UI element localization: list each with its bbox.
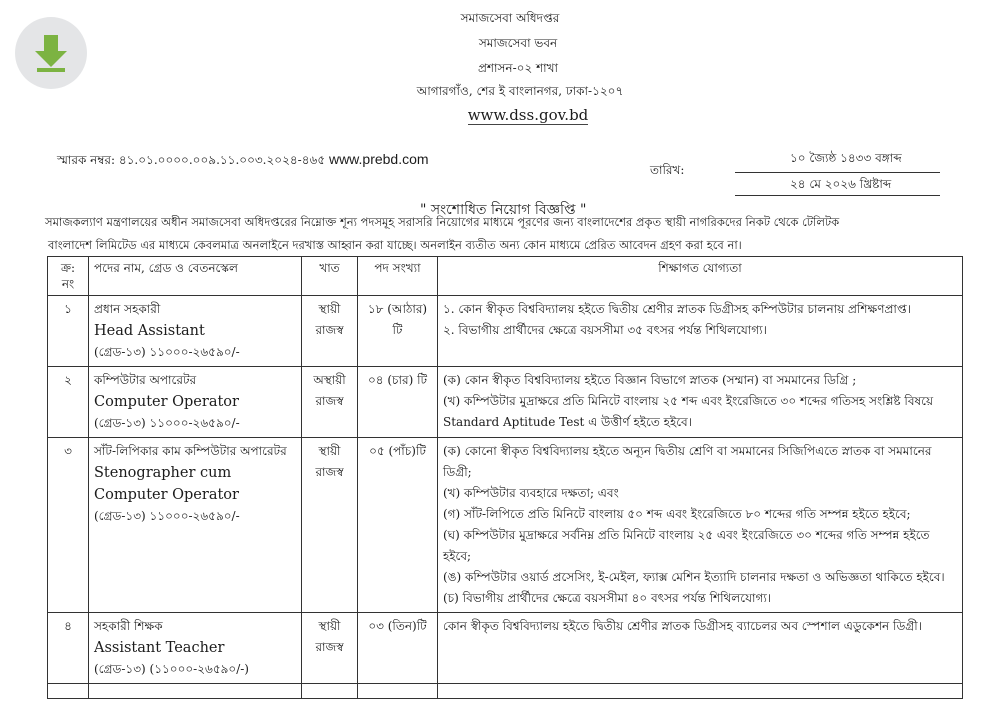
header-sl: ক্র: নং <box>48 257 89 296</box>
qualification-item: (ক) কোনো স্বীকৃত বিশ্ববিদ্যালয় হইতে অন্যূন দ্বিতীয় শ্রেণি বা সমমানের সিজিপিএতে স্নাতক বা সমমানের ডিগ্রী; <box>443 444 932 479</box>
qualification-item: (খ) কম্পিউটার মুদ্রাক্ষরে প্রতি মিনিটে বাংলায় ২৫ শব্দ এবং ইংরেজিতে ৩০ শব্দের গতিসহ সংশ্লিষ্ট বিষয়ে Standard Aptitude Test এ উত্তীর্ণ হইতে হইবে। <box>443 394 934 429</box>
cell-sl: ৪ <box>48 613 89 684</box>
qualification-item: ১. কোন স্বীকৃত বিশ্ববিদ্যালয় হইতে দ্বিতীয় শ্রেণীর স্নাতক ডিগ্রীসহ কম্পিউটার চালনায় প্রশিক্ষণপ্রাপ্ত। <box>443 302 912 316</box>
header-qualification: শিক্ষাগত যোগ্যতা <box>438 257 963 296</box>
table-row <box>48 367 963 438</box>
post-title-en: Assistant Teacher <box>94 640 225 656</box>
date-bangla: ১০ জ্যৈষ্ঠ ১৪৩৩ বঙ্গাব্দ <box>790 151 902 165</box>
header-khat: খাত <box>302 257 358 296</box>
watermark-site: www.prebd.com <box>328 151 429 167</box>
table-row-cut <box>48 684 963 699</box>
post-title-bn: কম্পিউটার অপারেটর <box>94 373 197 387</box>
qualification-item: কোন স্বীকৃত বিশ্ববিদ্যালয় হইতে দ্বিতীয় শ্রেণীর স্নাতক ডিগ্রীসহ ব্যাচেলর অব স্পেশাল এডুকেশন ডিগ্রী। <box>443 619 923 633</box>
cell-count: ১৮ (আঠার) টি <box>358 296 438 367</box>
cell-sl: ৩ <box>48 438 89 613</box>
post-title-bn: সাঁট-লিপিকার কাম কম্পিউটার অপারেটর <box>94 444 287 458</box>
post-grade: (গ্রেড-১৩) ১১০০০-২৬৫৯০/- <box>94 509 240 523</box>
qualification-item: (ঘ) কম্পিউটার মুদ্রাক্ষরে সর্বনিম্ন প্রতি মিনিটে বাংলায় ২৫ এবং ইংরেজিতে ৩০ শব্দের গতি সম্পন্ন হইতে হইবে; <box>443 528 930 563</box>
memo-number <box>57 151 429 172</box>
office-branch: প্রশাসন-০২ শাখা <box>477 61 559 75</box>
qualification-item: (গ) সাঁট-লিপিতে প্রতি মিনিটে বাংলায় ৫০ শব্দ এবং ইংরেজিতে ৮০ শব্দের গতি সম্পন্ন হইতে হইবে; <box>443 507 911 521</box>
table-header-row <box>48 257 963 296</box>
cell-qualification <box>438 296 963 367</box>
post-title-bn: সহকারী শিক্ষক <box>94 619 163 633</box>
cell-count: ০৪ (চার) টি <box>358 367 438 438</box>
table-row <box>48 613 963 684</box>
cell-post <box>89 367 302 438</box>
date-divider <box>735 172 940 173</box>
cell-khat: স্থায়ী রাজস্ব <box>302 296 358 367</box>
office-website[interactable] <box>28 106 1000 124</box>
post-title-en: Head Assistant <box>94 323 205 339</box>
cell-post <box>89 613 302 684</box>
table-row <box>48 296 963 367</box>
qualification-item: ২. বিভাগীয় প্রার্থীদের ক্ষেত্রে বয়সসীমা ৩৫ বৎসর পর্যন্ত শিথিলযোগ্য। <box>443 323 767 337</box>
table-row <box>48 438 963 613</box>
post-grade: (গ্রেড-১৩) ১১০০০-২৬৫৯০/- <box>94 345 240 359</box>
qualification-item: (খ) কম্পিউটার ব্যবহারে দক্ষতা; এবং <box>443 486 619 500</box>
cell-sl: ১ <box>48 296 89 367</box>
cell-sl: ২ <box>48 367 89 438</box>
cell-post <box>89 438 302 613</box>
cell-qualification <box>438 367 963 438</box>
qualification-item: (চ) বিভাগীয় প্রার্থীদের ক্ষেত্রে বয়সসীমা ৪০ বৎসর পর্যন্ত শিথিলযোগ্য। <box>443 591 772 605</box>
header-count: পদ সংখ্যা <box>358 257 438 296</box>
header-post: পদের নাম, গ্রেড ও বেতনস্কেল <box>89 257 302 296</box>
cell-post <box>89 296 302 367</box>
office-building: সমাজসেবা ভবন <box>478 36 558 50</box>
post-grade: (গ্রেড-১৩) (১১০০০-২৬৫৯০/-) <box>94 662 249 676</box>
posts-table <box>47 256 963 699</box>
qualification-item: (ঙ) কম্পিউটার ওয়ার্ড প্রসেসিং, ই-মেইল, ফ্যাক্স মেশিন ইত্যাদি চালনার দক্ষতা ও অভিজ্ঞতা থাকিতে হইবে। <box>443 570 945 584</box>
notice-title: " সংশোধিত নিয়োগ বিজ্ঞপ্তি " <box>420 202 587 218</box>
cell-qualification <box>438 438 963 613</box>
cell-khat: স্থায়ী রাজস্ব <box>302 613 358 684</box>
intro-line: বাংলাদেশ লিমিটেড এর মাধ্যমে কেবলমাত্র অনলাইনে দরখাস্ত আহ্বান করা যাচ্ছে। অনলাইন ব্যতীত অন্য কোন মাধ্যমে প্রেরিত আবেদন গ্রহণ করা হবে না। <box>48 238 742 252</box>
date-divider <box>735 195 940 196</box>
office-website-link[interactable]: www.dss.gov.bd <box>467 106 589 124</box>
memo-number-text: স্মারক নম্বর: ৪১.০১.০০০০.০০৯.১১.০০৩.২০২৪-৪৬৫ <box>57 153 326 167</box>
date-english: ২৪ মে ২০২৬ খ্রিষ্টাব্দ <box>790 177 892 191</box>
office-address: আগারগাঁও, শের ই বাংলানগর, ঢাকা-১২০৭ <box>416 84 624 98</box>
post-title-en: Computer Operator <box>94 394 239 410</box>
date-label: তারিখ: <box>650 163 685 177</box>
cell-khat: স্থায়ী রাজস্ব <box>302 438 358 613</box>
post-title-en: Stenographer cum Computer Operator <box>94 465 239 503</box>
qualification-item: (ক) কোন স্বীকৃত বিশ্ববিদ্যালয় হইতে বিজ্ঞান বিভাগে স্নাতক (সম্মান) বা সমমানের ডিগ্রি ; <box>443 373 857 387</box>
cell-qualification <box>438 613 963 684</box>
cell-count: ০৩ (তিন)টি <box>358 613 438 684</box>
post-title-bn: প্রধান সহকারী <box>94 302 161 316</box>
office-name: সমাজসেবা অধিদপ্তর <box>460 11 560 25</box>
cell-count: ০৫ (পাঁচ)টি <box>358 438 438 613</box>
post-grade: (গ্রেড-১৩) ১১০০০-২৬৫৯০/- <box>94 416 240 430</box>
intro-line: সমাজকল্যাণ মন্ত্রণালয়ের অধীন সমাজসেবা অধিদপ্তরের নিম্নোক্ত শূন্য পদসমূহ সরাসরি নিয়োগের মাধ্যমে পূরণের জন্য বাংলাদেশের প্রকৃত স্থায়ী নাগরিকদের নিকট থেকে টেলিটক <box>45 215 840 229</box>
cell-khat: অস্থায়ী রাজস্ব <box>302 367 358 438</box>
